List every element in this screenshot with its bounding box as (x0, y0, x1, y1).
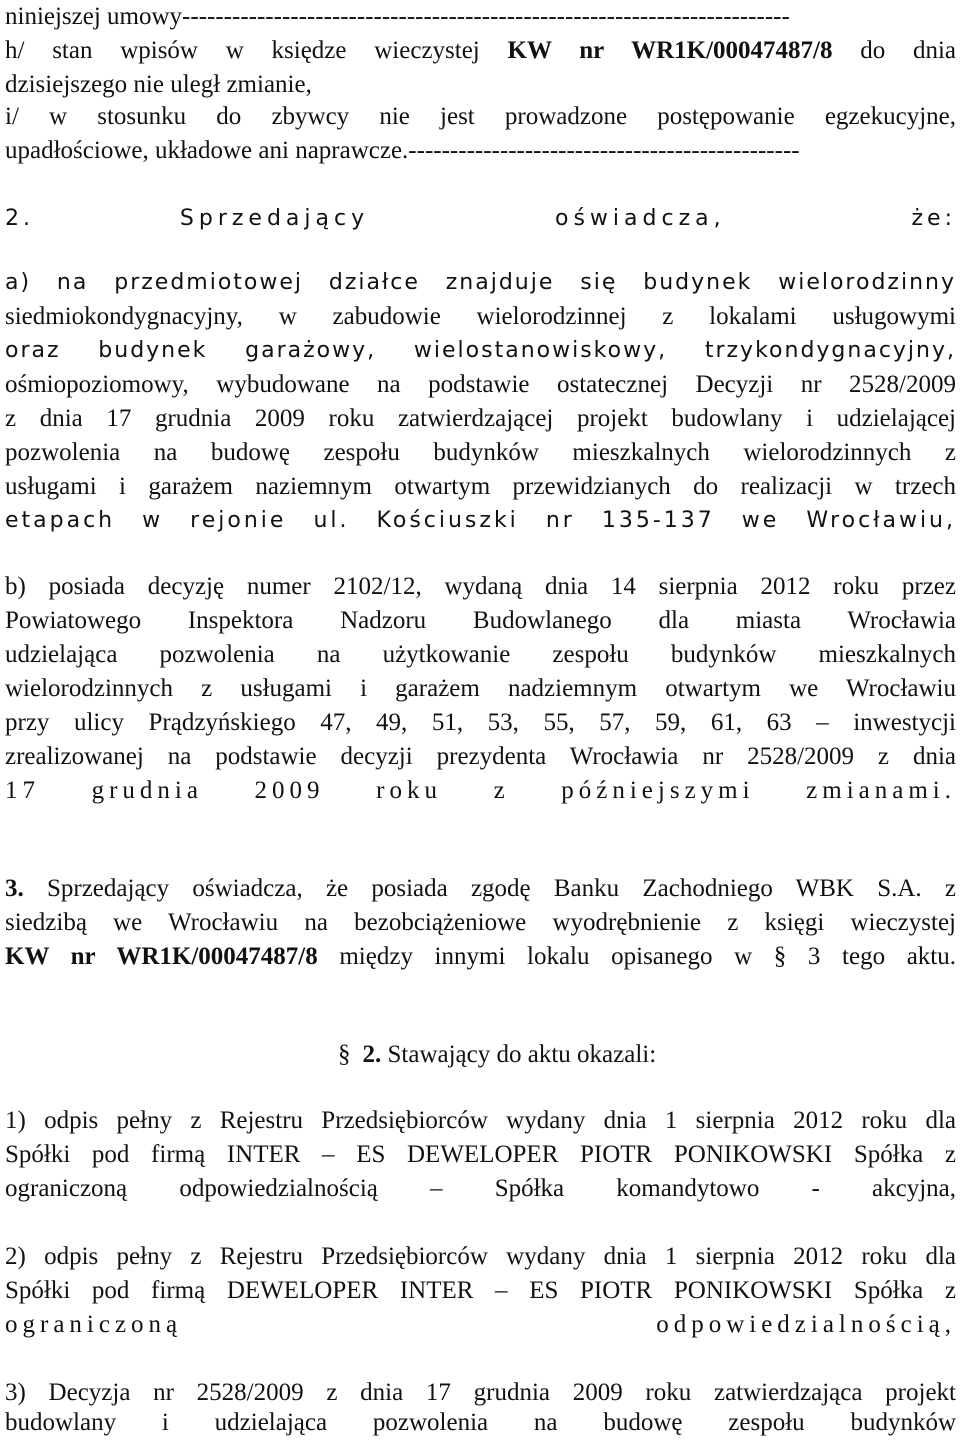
text-line (5, 368, 956, 402)
text-line (5, 1172, 956, 1206)
text-line (5, 470, 956, 504)
line-text: oraz budynek garażowy, wielostanowiskowy, trzykondygnacyjny, (5, 338, 956, 363)
line-text: Sprzedający oświadcza, że posiada zgodę Banku Zachodniego WBK S.A. z (23, 875, 956, 902)
line-text: wielorodzinnych z usługami i garażem nadziemnym otwartym we Wrocławiu (5, 675, 956, 702)
text-line (5, 906, 956, 940)
text-line (5, 638, 956, 672)
text-line (5, 1406, 956, 1440)
line-text: ograniczoną (5, 1311, 183, 1338)
line-text: 17 grudnia 2009 roku z późniejszymi zmianami. (5, 777, 956, 804)
text-line (5, 570, 956, 604)
line-text: a) na przedmiotowej działce znajduje się budynek wielorodzinny (5, 270, 956, 295)
line-text: i/ w stosunku do zbywcy nie jest prowadzone postępowanie egzekucyjne, (5, 103, 956, 130)
text-line (5, 1308, 956, 1342)
line-text: odpowiedzialnością, (656, 1311, 956, 1338)
line-text: siedmiokondygnacyjny, w zabudowie wielorodzinnej z lokalami usługowymi (5, 303, 956, 330)
text-line (5, 300, 956, 334)
line-text: ograniczoną odpowiedzialnością – Spółka komandytowo - akcyjna, (5, 1175, 956, 1202)
text-line (5, 402, 956, 436)
text-line (5, 266, 956, 300)
text-line (5, 740, 956, 774)
line-text: Spółki pod firmą DEWELOPER INTER – ES PIOTR PONIKOWSKI Spółka z (5, 1277, 956, 1304)
land-register-number: KW nr WR1K/00047487/8 (507, 37, 833, 64)
section-title: Stawający do aktu okazali: (381, 1041, 657, 1068)
line-text: siedzibą we Wrocławiu na bezobciążeniowe wyodrębnienie z księgi wieczystej (5, 909, 956, 936)
line-text: przy ulicy Prądzyńskiego 47, 49, 51, 53, 55, 57, 59, 61, 63 – inwestycji (5, 709, 956, 736)
text-line (5, 1376, 956, 1410)
section-heading (338, 1038, 656, 1072)
line-text: budowlany i udzielająca pozwolenia na budowę zespołu budynków (5, 1409, 956, 1436)
point-2-heading (5, 202, 956, 236)
text-line (5, 436, 956, 470)
heading-verb: oświadcza, (555, 206, 726, 231)
text-line (5, 706, 956, 740)
text-line (5, 1240, 956, 1274)
text-line (5, 672, 956, 706)
heading-that: że: (911, 206, 956, 231)
line-text: 3 tego aktu. (786, 943, 956, 970)
line-text: h/ stan wpisów w księdze wieczystej (5, 37, 508, 64)
line-text: udzielająca pozwolenia na użytkowanie zespołu budynków mieszkalnych (5, 641, 956, 668)
line-text: 1) odpis pełny z Rejestru Przedsiębiorców wydany dnia 1 sierpnia 2012 roku dla (5, 1107, 956, 1134)
line-text: 2) odpis pełny z Rejestru Przedsiębiorców wydany dnia 1 sierpnia 2012 roku dla (5, 1243, 956, 1270)
line-text: ośmiopoziomowy, wybudowane na podstawie ostatecznej Decyzji nr 2528/2009 (5, 371, 956, 398)
text-line (5, 0, 956, 34)
line-text: dzisiejszego nie uległ zmianie, (5, 71, 312, 98)
land-register-number: KW nr WR1K/00047487/8 (5, 943, 318, 970)
text-line (5, 940, 956, 974)
line-text: z dnia 17 grudnia 2009 roku zatwierdzającej projekt budowlany i udzielającej (5, 405, 956, 432)
text-line (5, 1274, 956, 1308)
line-text: niniejszej umowy------------------------------------------------------------------------- (5, 3, 790, 30)
line-text: b) posiada decyzję numer 2102/12, wydaną dnia 14 sierpnia 2012 roku przez (5, 573, 956, 600)
line-text: między innymi lokalu opisanego w (317, 943, 774, 970)
line-text: upadłościowe, układowe ani naprawcze.----------------------------------------------- (5, 137, 800, 164)
point-number: 3. (5, 875, 24, 902)
line-text: usługami i garażem naziemnym otwartym przewidzianych do realizacji w trzech (5, 473, 956, 500)
line-text: Powiatowego Inspektora Nadzoru Budowlanego dla miasta Wrocławia (5, 607, 956, 634)
line-text: pozwolenia na budowę zespołu budynków mieszkalnych wielorodzinnych z (5, 439, 956, 466)
line-text: etapach w rejonie ul. Kościuszki nr 135-137 we Wrocławiu, (5, 508, 956, 533)
section-sign-icon: § (338, 1041, 351, 1068)
section-sign-icon: § (773, 943, 787, 970)
line-text: Spółki pod firmą INTER – ES DEWELOPER PIOTR PONIKOWSKI Spółka z (5, 1141, 956, 1168)
text-line (5, 1104, 956, 1138)
text-line (5, 134, 956, 168)
text-line (5, 604, 956, 638)
section-number: 2. (362, 1041, 382, 1068)
text-line (5, 872, 956, 906)
text-line (5, 34, 956, 68)
text-line (5, 774, 956, 808)
point-number: 2. (5, 206, 34, 231)
text-line (5, 100, 956, 134)
text-line (5, 334, 956, 368)
heading-subject: Sprzedający (179, 206, 370, 231)
line-text: 3) Decyzja nr 2528/2009 z dnia 17 grudnia 2009 roku zatwierdzająca projekt (5, 1379, 956, 1406)
text-line (5, 504, 956, 538)
line-text: zrealizowanej na podstawie decyzji prezydenta Wrocławia nr 2528/2009 z dnia (5, 743, 956, 770)
text-line (5, 1138, 956, 1172)
line-text: do dnia (832, 37, 956, 64)
text-line (5, 68, 956, 102)
